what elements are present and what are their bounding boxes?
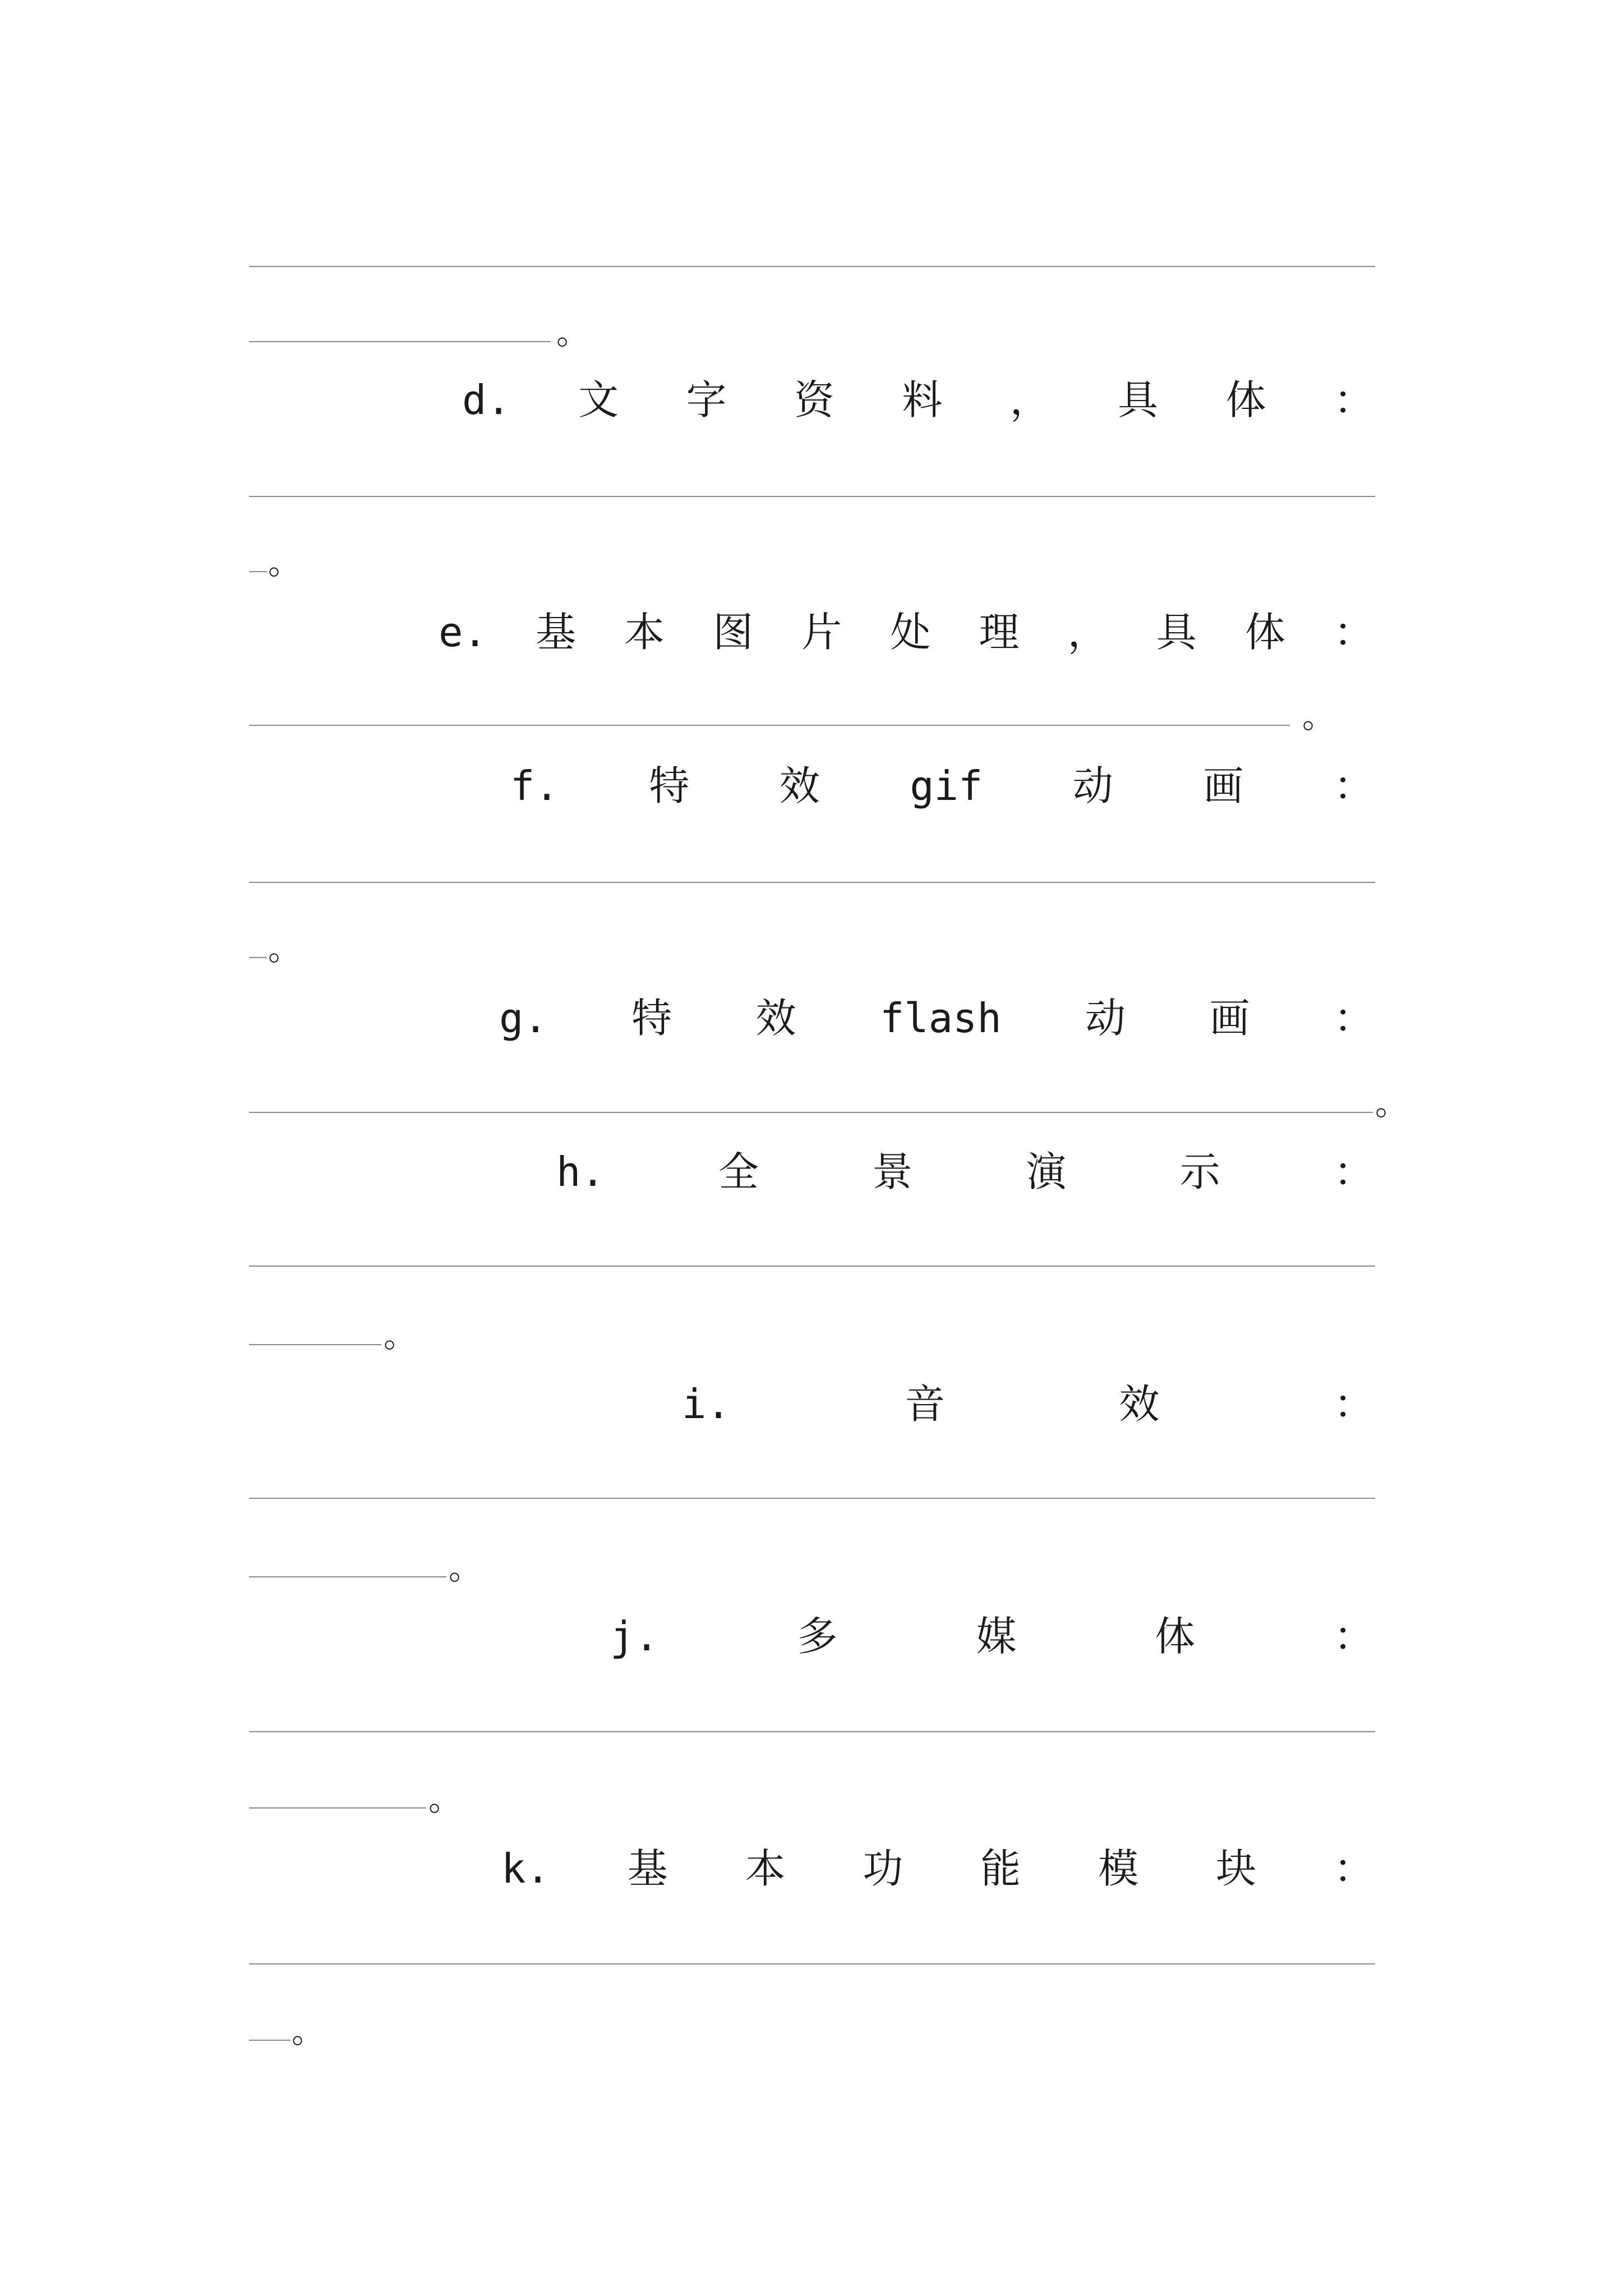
period: 。 [384,1317,417,1355]
period: 。 [556,314,589,352]
form-item-f: f. 特 效 gif 动 画 ： [510,762,1374,809]
item-label: e. [439,609,487,656]
fill-blank-line [249,266,1375,267]
form-item-j: j. 多 媒 体 ： [610,1613,1374,1660]
fill-blank-line [249,725,1290,726]
period: 。 [268,544,301,582]
form-item-d: d. 文 字 资 料 ， 具 体 ： [462,376,1374,424]
fill-blank-line [249,1963,1375,1964]
form-item-e: e. 基 本 图 片 处 理 ， 具 体 ： [439,609,1374,656]
fill-blank-line [249,1576,446,1577]
fill-blank-line [249,1112,1373,1113]
item-label: f. [510,762,559,809]
period: 。 [1375,1084,1408,1122]
fill-blank-line [249,341,551,342]
period: 。 [268,930,301,968]
fill-blank-line [249,1731,1375,1732]
item-label: k. [501,1845,550,1892]
fill-blank-line [249,496,1375,497]
period: 。 [292,2012,325,2050]
form-item-i: i. 音 效 ： [682,1381,1374,1428]
fill-blank-line [249,1344,381,1345]
item-label: j. [610,1613,659,1660]
form-item-h: h. 全 景 演 示 ： [556,1148,1374,1195]
item-label: i. [682,1381,731,1428]
item-label: g. [499,995,548,1042]
fill-blank-line [249,957,267,958]
period: 。 [428,1780,462,1818]
form-item-g: g. 特 效 flash 动 画 ： [499,995,1374,1042]
fill-blank-line [249,2040,291,2041]
fill-blank-line [249,571,267,572]
fill-blank-line [249,1807,426,1809]
item-label: d. [462,376,511,424]
period: 。 [449,1549,482,1587]
form-item-k: k. 基 本 功 能 模 块 ： [501,1845,1374,1892]
fill-blank-line [249,1266,1375,1267]
fill-blank-line [249,1498,1375,1499]
period: 。 [1302,697,1335,735]
fill-blank-line [249,882,1375,883]
item-label: h. [556,1148,605,1195]
